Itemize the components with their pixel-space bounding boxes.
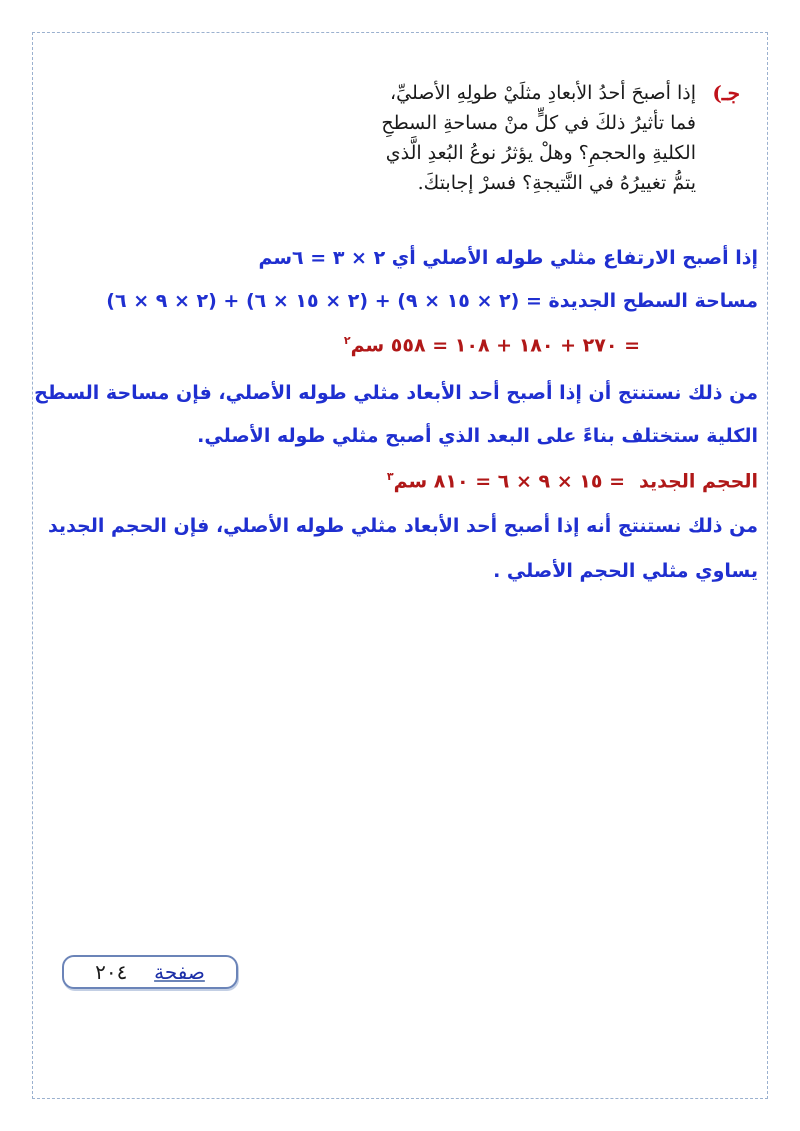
answer-volume-line xyxy=(40,470,758,492)
volume-unit-power: ٣ xyxy=(386,470,394,483)
answer-surface-line: مساحة السطح الجديدة = (٢ × ١٥ × ٩) + (٢ × ١٥ × ٦) + (٢ × ٩ × ٦) xyxy=(106,290,758,312)
question-line-1: إذا أصبحَ أحدُ الأبعادِ مثلَيْ طولِهِ الأصليِّ، xyxy=(390,82,696,104)
answer-volume-conclusion-1: من ذلك نستنتج أنه إذا أصبح أحد الأبعاد مثلي طوله الأصلي، فإن الحجم الجديد xyxy=(47,515,758,537)
surface-result-text: = ٢٧٠ + ١٨٠ + ١٠٨ = ٥٥٨ سم xyxy=(350,334,640,357)
page-number: ٢٠٤ xyxy=(95,960,128,984)
answer-height-line: إذا أصبح الارتفاع مثلي طوله الأصلي أي ٢ × ٣ = ٦سم xyxy=(258,247,758,269)
answer-area-conclusion-2: الكلية ستختلف بناءً على البعد الذي أصبح مثلي طوله الأصلي. xyxy=(197,425,758,447)
volume-expression: = ١٥ × ٩ × ٦ = ٨١٠ سم xyxy=(393,470,626,493)
answer-volume-conclusion-2: يساوي مثلي الحجم الأصلي . xyxy=(493,560,758,582)
page-number-badge xyxy=(62,955,238,989)
question-block xyxy=(270,78,740,198)
page-label: صفحة xyxy=(154,960,205,984)
answer-surface-result xyxy=(40,334,640,356)
surface-unit-power: ٢ xyxy=(343,334,351,347)
answer-area-conclusion-1: من ذلك نستنتج أن إذا أصبح أحد الأبعاد مثلي طوله الأصلي، فإن مساحة السطح xyxy=(34,382,758,404)
question-line-4: يتمُّ تغييرُهُ في النَّتيجةِ؟ فسرْ إجابتكَ. xyxy=(417,172,696,194)
question-text xyxy=(270,78,696,198)
question-line-3: الكليةِ والحجمِ؟ وهلْ يؤثرُ نوعُ البُعدِ الَّذي xyxy=(385,142,696,164)
question-letter: جـ) xyxy=(712,81,740,105)
volume-label: الحجم الجديد xyxy=(639,470,758,493)
question-line-2: فما تأثيرُ ذلكَ في كلٍّ منْ مساحةِ السطحِ xyxy=(381,112,696,134)
